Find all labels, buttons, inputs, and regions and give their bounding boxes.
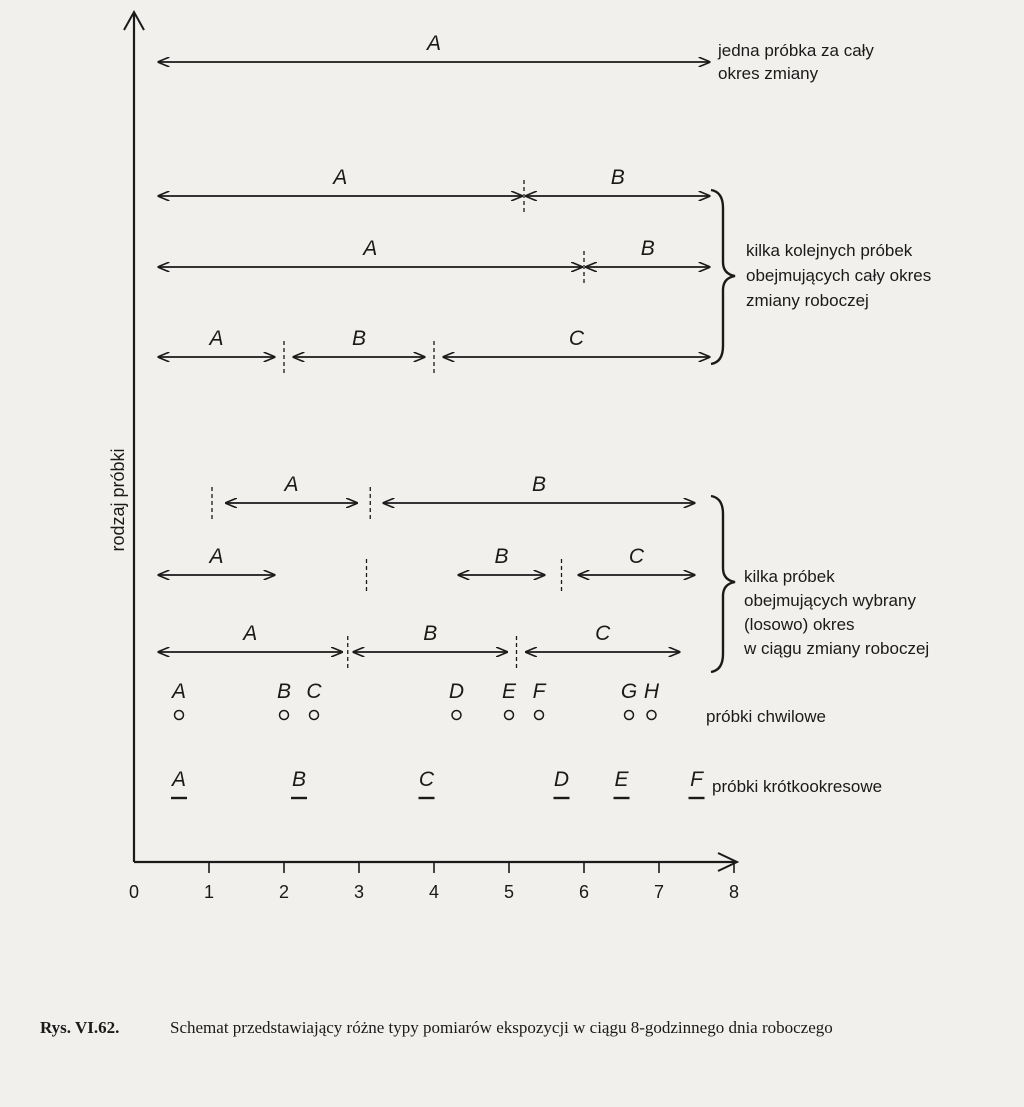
- grab-sample-label: D: [448, 680, 465, 703]
- note-selected-line-1: kilka próbek: [744, 567, 835, 586]
- sample-period-label: A: [284, 473, 299, 496]
- caption-ref: Rys. VI.62.: [40, 1018, 120, 1037]
- x-tick-label: 8: [728, 882, 740, 902]
- note-grab: próbki chwilowe: [706, 707, 826, 726]
- x-tick-label: 7: [653, 882, 665, 902]
- note-consecutive-line-2: obejmujących cały okres: [746, 266, 932, 285]
- sample-period-label: A: [209, 545, 224, 568]
- sample-period-label: A: [333, 166, 348, 189]
- x-tick-label: 0: [128, 882, 140, 902]
- grab-sample-label: B: [276, 680, 292, 703]
- note-selected-line-4: w ciągu zmiany roboczej: [744, 639, 930, 658]
- note-short: próbki krótkookresowe: [712, 777, 883, 796]
- sample-period-label: B: [640, 237, 655, 260]
- x-tick-label: 3: [353, 882, 365, 902]
- note-single-line-2: okres zmiany: [718, 64, 819, 83]
- sample-period-label: B: [494, 545, 509, 568]
- short-sample-label: D: [553, 768, 570, 791]
- sample-period-label: A: [426, 32, 442, 55]
- sample-period-label: C: [595, 622, 611, 645]
- short-sample-label: C: [418, 768, 435, 791]
- grab-sample-point: [310, 711, 319, 720]
- sample-period-label: C: [568, 327, 585, 350]
- caption-text: Schemat przedstawiający różne typy pomiarów ekspozycji w ciągu 8-godzinnego dnia roboczego: [170, 1018, 833, 1037]
- short-sample-label: E: [614, 768, 629, 791]
- x-tick-label: 5: [503, 882, 515, 902]
- x-tick-label: 6: [578, 882, 590, 902]
- grab-sample-point: [505, 711, 514, 720]
- sample-period-label: B: [351, 327, 367, 350]
- x-ticks: [129, 862, 739, 902]
- sample-period-label: A: [363, 237, 378, 260]
- brace-consecutive: [711, 190, 735, 364]
- figure-caption: [40, 1016, 1000, 1040]
- short-sample-label: F: [690, 768, 703, 791]
- grab-sample-point: [175, 711, 184, 720]
- note-selected-line-3: (losowo) okres: [744, 615, 855, 634]
- sample-period-label: A: [243, 622, 258, 645]
- grab-sample-label: H: [643, 680, 660, 703]
- grab-sample-label: E: [501, 680, 517, 703]
- note-single-line-1: jedna próbka za cały: [718, 41, 874, 60]
- x-tick-label: 1: [203, 882, 215, 902]
- grab-sample-point: [647, 711, 656, 720]
- grab-sample-label: F: [532, 680, 546, 703]
- sample-period-label: B: [423, 622, 438, 645]
- grab-sample-point: [535, 711, 544, 720]
- grab-sample-point: [280, 711, 289, 720]
- x-tick-label: 2: [278, 882, 290, 902]
- short-sample-label: B: [291, 768, 307, 791]
- y-axis-label: rodzaj próbki: [108, 448, 128, 552]
- grab-sample-label: A: [171, 680, 187, 703]
- grab-sample-label: G: [620, 680, 638, 703]
- note-selected-line-2: obejmujących wybrany: [744, 591, 916, 610]
- x-tick-label: 4: [428, 882, 440, 902]
- sample-period-label: B: [610, 166, 625, 189]
- note-consecutive-line-1: kilka kolejnych próbek: [746, 241, 913, 260]
- sample-period-label: C: [628, 545, 645, 568]
- note-selected: [743, 567, 929, 658]
- sample-period-label: A: [209, 327, 224, 350]
- short-sample-label: A: [171, 768, 187, 791]
- grab-sample-label: C: [306, 680, 322, 703]
- grab-sample-point: [625, 711, 634, 720]
- short-samples: [170, 768, 705, 798]
- note-consecutive: [746, 241, 931, 310]
- grab-sample-point: [452, 711, 461, 720]
- note-single: [717, 41, 874, 83]
- note-consecutive-line-3: zmiany roboczej: [746, 291, 869, 310]
- sample-rows: [159, 32, 710, 668]
- sample-period-label: B: [531, 473, 547, 496]
- brace-selected: [711, 496, 735, 672]
- grab-samples: [170, 680, 660, 720]
